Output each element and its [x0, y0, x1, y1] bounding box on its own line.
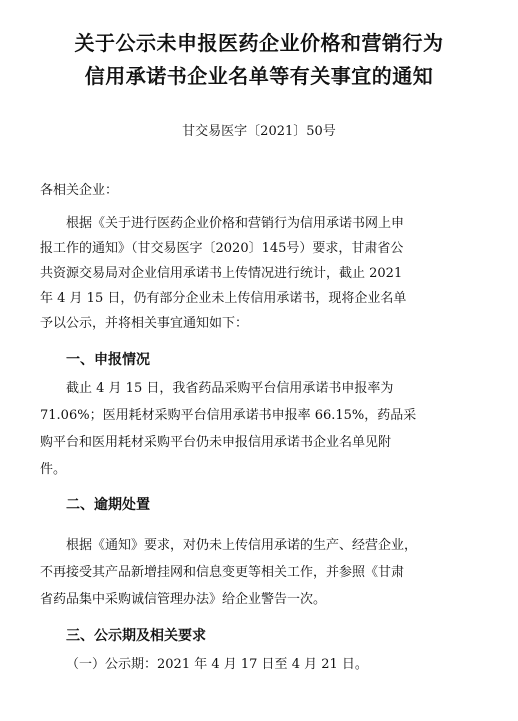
intro-line: 共资源交易局对企业信用承诺书上传情况进行统计，截止 2021 — [40, 266, 403, 281]
section-2-heading: 二、逾期处置 — [66, 497, 150, 513]
intro-line: 予以公示，并将相关事宜通知如下： — [40, 316, 249, 331]
section-1-line: 购平台和医用耗材采购平台仍未申报信用承诺书企业名单见附 — [40, 435, 392, 450]
section-1-line: 截止 4 月 15 日，我省药品采购平台信用承诺书申报率为 — [66, 381, 394, 396]
section-3-line: （一）公示期：2021 年 4 月 17 日至 4 月 21 日。 — [66, 657, 368, 672]
section-3-heading: 三、公示期及相关要求 — [66, 628, 206, 644]
section-1-line: 71.06%；医用耗材采购平台信用承诺书申报率 66.15%，药品采 — [40, 408, 417, 423]
section-2-line: 不再接受其产品新增挂网和信息变更等相关工作，并参照《甘肃 — [40, 565, 405, 580]
section-2-line: 省药品集中采购诚信管理办法》给企业警告一次。 — [40, 592, 327, 607]
section-2-line: 根据《通知》要求，对仍未上传信用承诺的生产、经营企业， — [66, 538, 418, 553]
document-number: 甘交易医字〔2021〕50号 — [182, 124, 336, 139]
section-1-heading: 一、申报情况 — [66, 352, 150, 368]
salutation: 各相关企业： — [40, 183, 119, 198]
notice-title-line-2: 信用承诺书企业名单等有关事宜的通知 — [84, 64, 434, 88]
intro-line: 根据《关于进行医药企业价格和营销行为信用承诺书网上申 — [66, 216, 405, 231]
intro-line: 报工作的通知》（甘交易医字〔2020〕145号）要求，甘肃省公 — [40, 241, 404, 256]
notice-title-line-1: 关于公示未申报医药企业价格和营销行为 — [74, 31, 444, 55]
intro-line: 年 4 月 15 日，仍有部分企业未上传信用承诺书，现将企业名单 — [40, 291, 407, 306]
section-1-line: 件。 — [40, 462, 67, 477]
